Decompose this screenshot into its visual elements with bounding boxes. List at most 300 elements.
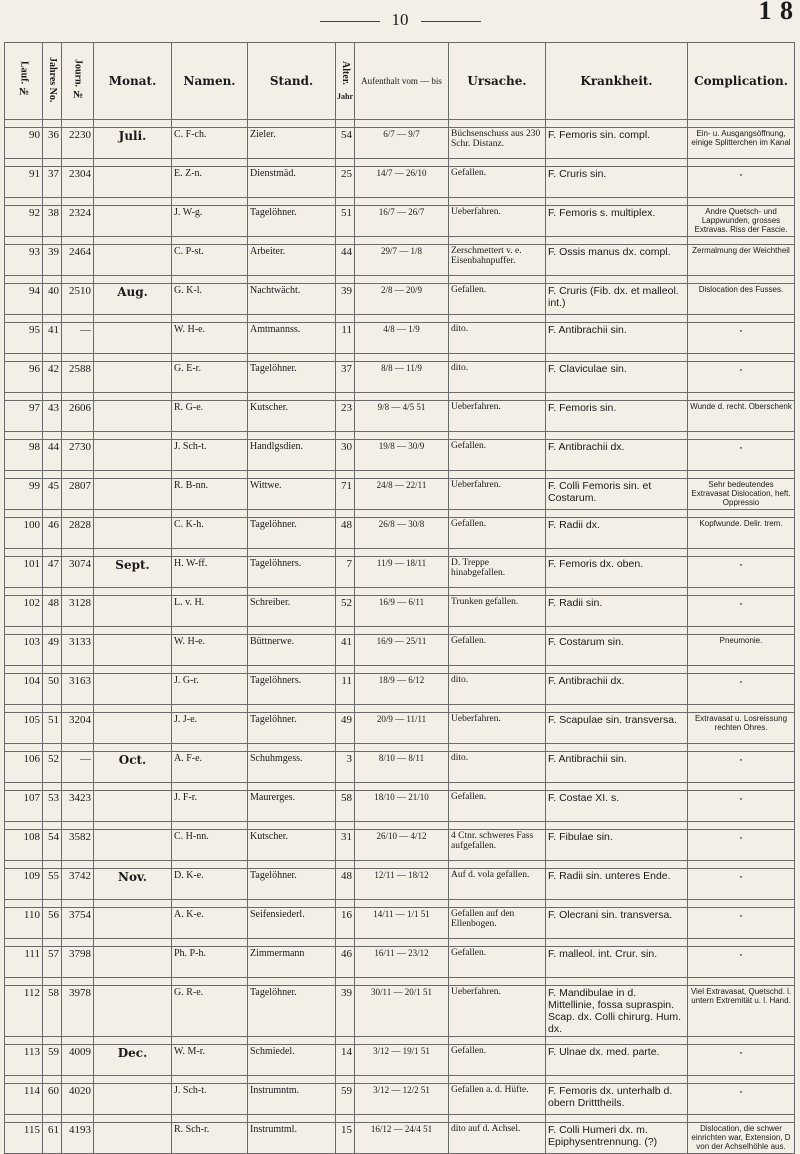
diagnosis-cell: F. Colli Humeri dx. m. Epiphysentrennung. (?): [546, 1123, 688, 1154]
age-cell: 59: [336, 1084, 355, 1115]
lauf-number-cell: 111: [5, 947, 43, 978]
table-row: [5, 440, 795, 471]
table-row: [5, 1123, 795, 1154]
cause-cell: Gefallen auf den Ellenbogen.: [449, 908, 546, 939]
lauf-number-cell: 104: [5, 674, 43, 705]
journ-number-cell: 3128: [62, 596, 94, 627]
row-gap: [5, 471, 795, 479]
jahres-number-cell: 54: [43, 830, 62, 861]
table-row: [5, 830, 795, 861]
cause-cell: Gefallen.: [449, 167, 546, 198]
journ-number-cell: 3582: [62, 830, 94, 861]
stay-dates-cell: 20/9 — 11/11: [355, 713, 449, 744]
complication-cell: Extravasat u. Losreissung rechten Ohres.: [688, 713, 795, 744]
stay-dates-cell: 19/8 — 30/9: [355, 440, 449, 471]
complication-cell: „: [688, 947, 795, 978]
jahres-number-cell: 55: [43, 869, 62, 900]
diagnosis-cell: F. Radii sin. unteres Ende.: [546, 869, 688, 900]
jahres-number-cell: 40: [43, 284, 62, 315]
jahres-number-cell: 45: [43, 479, 62, 510]
journ-number-cell: 3163: [62, 674, 94, 705]
jahres-number-cell: 56: [43, 908, 62, 939]
lauf-number-cell: 91: [5, 167, 43, 198]
journ-number-cell: 3074: [62, 557, 94, 588]
table-row: [5, 635, 795, 666]
month-cell: [94, 440, 172, 471]
stay-dates-cell: 18/10 — 21/10: [355, 791, 449, 822]
complication-cell: Ein- u. Ausgangsöffnung, einige Splitterchen im Kanal: [688, 128, 795, 159]
lauf-number-cell: 96: [5, 362, 43, 393]
complication-cell: „: [688, 791, 795, 822]
stay-dates-cell: 2/8 — 20/9: [355, 284, 449, 315]
lauf-number-cell: 109: [5, 869, 43, 900]
row-gap: [5, 861, 795, 869]
patient-name-cell: L. v. H.: [172, 596, 248, 627]
patient-name-cell: H. W-ff.: [172, 557, 248, 588]
cause-cell: Ueberfahren.: [449, 206, 546, 237]
occupation-cell: Schuhmgess.: [248, 752, 336, 783]
complication-cell: „: [688, 908, 795, 939]
month-cell: Aug.: [94, 284, 172, 315]
complication-cell: „: [688, 869, 795, 900]
diagnosis-cell: F. Femoris s. multiplex.: [546, 206, 688, 237]
table-row: [5, 479, 795, 510]
stay-dates-cell: 16/12 — 24/4 51: [355, 1123, 449, 1154]
table-row: [5, 206, 795, 237]
diagnosis-cell: F. Colli Femoris sin. et Costarum.: [546, 479, 688, 510]
diagnosis-cell: F. malleol. int. Crur. sin.: [546, 947, 688, 978]
jahres-number-cell: 51: [43, 713, 62, 744]
patient-name-cell: J. Sch-t.: [172, 440, 248, 471]
header-jahres: Jahres No.: [43, 43, 62, 120]
occupation-cell: Zieler.: [248, 128, 336, 159]
complication-cell: Andre Quetsch- und Lappwunden, grosses Extravas. Riss der Fascie.: [688, 206, 795, 237]
month-cell: Dec.: [94, 1045, 172, 1076]
age-cell: 11: [336, 323, 355, 354]
diagnosis-cell: F. Scapulae sin. transversa.: [546, 713, 688, 744]
occupation-cell: Arbeiter.: [248, 245, 336, 276]
journ-number-cell: 3754: [62, 908, 94, 939]
jahres-number-cell: 39: [43, 245, 62, 276]
journ-number-cell: 2807: [62, 479, 94, 510]
diagnosis-cell: F. Costae XI. s.: [546, 791, 688, 822]
cause-cell: Ueberfahren.: [449, 479, 546, 510]
journ-number-cell: 3742: [62, 869, 94, 900]
table-row: [5, 245, 795, 276]
patient-name-cell: C. P-st.: [172, 245, 248, 276]
jahres-number-cell: 49: [43, 635, 62, 666]
cause-cell: Ueberfahren.: [449, 401, 546, 432]
lauf-number-cell: 110: [5, 908, 43, 939]
row-gap: [5, 120, 795, 128]
jahres-number-cell: 53: [43, 791, 62, 822]
month-cell: [94, 245, 172, 276]
table-row: [5, 674, 795, 705]
cause-cell: Gefallen.: [449, 284, 546, 315]
occupation-cell: Zimmermann: [248, 947, 336, 978]
month-cell: [94, 206, 172, 237]
table-row: [5, 362, 795, 393]
lauf-number-cell: 95: [5, 323, 43, 354]
occupation-cell: Schreiber.: [248, 596, 336, 627]
lauf-number-cell: 99: [5, 479, 43, 510]
table-row: [5, 167, 795, 198]
row-gap: [5, 822, 795, 830]
stay-dates-cell: 8/10 — 8/11: [355, 752, 449, 783]
table-row: [5, 947, 795, 978]
diagnosis-cell: F. Ossis manus dx. compl.: [546, 245, 688, 276]
age-cell: 46: [336, 947, 355, 978]
month-cell: [94, 1123, 172, 1154]
jahres-number-cell: 58: [43, 986, 62, 1037]
cause-cell: Büchsenschuss aus 230 Schr. Distanz.: [449, 128, 546, 159]
diagnosis-cell: F. Olecrani sin. transversa.: [546, 908, 688, 939]
journ-number-cell: 3423: [62, 791, 94, 822]
occupation-cell: Kutscher.: [248, 830, 336, 861]
cause-cell: Gefallen.: [449, 1045, 546, 1076]
stay-dates-cell: 11/9 — 18/11: [355, 557, 449, 588]
header-alter-unit: Jahr: [337, 91, 353, 101]
cause-cell: Gefallen.: [449, 440, 546, 471]
table-row: [5, 908, 795, 939]
jahres-number-cell: 48: [43, 596, 62, 627]
lauf-number-cell: 103: [5, 635, 43, 666]
stay-dates-cell: 18/9 — 6/12: [355, 674, 449, 705]
patient-name-cell: R. G-e.: [172, 401, 248, 432]
month-cell: [94, 323, 172, 354]
age-cell: 25: [336, 167, 355, 198]
cause-cell: Gefallen.: [449, 791, 546, 822]
jahres-number-cell: 42: [43, 362, 62, 393]
occupation-cell: Dienstmäd.: [248, 167, 336, 198]
patient-name-cell: C. H-nn.: [172, 830, 248, 861]
age-cell: 58: [336, 791, 355, 822]
journ-number-cell: 3798: [62, 947, 94, 978]
jahres-number-cell: 60: [43, 1084, 62, 1115]
header-krankheit: Krankheit.: [546, 43, 688, 120]
jahres-number-cell: 57: [43, 947, 62, 978]
age-cell: 41: [336, 635, 355, 666]
month-cell: [94, 713, 172, 744]
cause-cell: Gefallen.: [449, 518, 546, 549]
diagnosis-cell: F. Femoris sin. compl.: [546, 128, 688, 159]
patient-name-cell: J. Sch-t.: [172, 1084, 248, 1115]
diagnosis-cell: F. Costarum sin.: [546, 635, 688, 666]
age-cell: 30: [336, 440, 355, 471]
cause-cell: Ueberfahren.: [449, 986, 546, 1037]
table-row: [5, 557, 795, 588]
journ-number-cell: 2304: [62, 167, 94, 198]
complication-cell: Pneumonie.: [688, 635, 795, 666]
diagnosis-cell: F. Mandibulae in d. Mittellinie, fossa supraspin. Scap. dx. Colli chirurg. Hum. dx.: [546, 986, 688, 1037]
cause-cell: Gefallen a. d. Hüfte.: [449, 1084, 546, 1115]
complication-cell: Kopfwunde. Delir. trem.: [688, 518, 795, 549]
stay-dates-cell: 4/8 — 1/9: [355, 323, 449, 354]
age-cell: 49: [336, 713, 355, 744]
complication-cell: „: [688, 752, 795, 783]
complication-cell: Dislocation des Fusses.: [688, 284, 795, 315]
occupation-cell: Tagelöhner.: [248, 206, 336, 237]
month-cell: [94, 830, 172, 861]
jahres-number-cell: 44: [43, 440, 62, 471]
lauf-number-cell: 102: [5, 596, 43, 627]
journ-number-cell: 3978: [62, 986, 94, 1037]
diagnosis-cell: F. Antibrachii sin.: [546, 323, 688, 354]
row-gap: [5, 432, 795, 440]
journ-number-cell: —: [62, 323, 94, 354]
month-cell: [94, 401, 172, 432]
occupation-cell: Tagelöhners.: [248, 557, 336, 588]
header-namen: Namen.: [172, 43, 248, 120]
age-cell: 44: [336, 245, 355, 276]
complication-cell: „: [688, 830, 795, 861]
age-cell: 3: [336, 752, 355, 783]
row-gap: [5, 978, 795, 986]
row-gap: [5, 1037, 795, 1045]
row-gap: [5, 588, 795, 596]
age-cell: 23: [336, 401, 355, 432]
complication-cell: Wunde d. recht. Oberschenk: [688, 401, 795, 432]
cause-cell: Ueberfahren.: [449, 713, 546, 744]
age-cell: 7: [336, 557, 355, 588]
lauf-number-cell: 105: [5, 713, 43, 744]
cause-cell: dito.: [449, 752, 546, 783]
diagnosis-cell: F. Antibrachii sin.: [546, 752, 688, 783]
month-cell: Oct.: [94, 752, 172, 783]
stay-dates-cell: 26/8 — 30/8: [355, 518, 449, 549]
cause-cell: D. Treppe hinabgefallen.: [449, 557, 546, 588]
diagnosis-cell: F. Radii dx.: [546, 518, 688, 549]
lauf-number-cell: 115: [5, 1123, 43, 1154]
month-cell: [94, 167, 172, 198]
patient-name-cell: Ph. P-h.: [172, 947, 248, 978]
jahres-number-cell: 46: [43, 518, 62, 549]
occupation-cell: Tagelöhner.: [248, 869, 336, 900]
header-complication: Complication.: [688, 43, 795, 120]
stay-dates-cell: 3/12 — 12/2 51: [355, 1084, 449, 1115]
jahres-number-cell: 43: [43, 401, 62, 432]
complication-cell: „: [688, 596, 795, 627]
stay-dates-cell: 16/9 — 25/11: [355, 635, 449, 666]
row-gap: [5, 237, 795, 245]
complication-cell: „: [688, 557, 795, 588]
table-row: [5, 869, 795, 900]
row-gap: [5, 900, 795, 908]
jahres-number-cell: 41: [43, 323, 62, 354]
age-cell: 11: [336, 674, 355, 705]
month-cell: Nov.: [94, 869, 172, 900]
patient-name-cell: J. F-r.: [172, 791, 248, 822]
month-cell: [94, 479, 172, 510]
month-cell: [94, 635, 172, 666]
age-cell: 15: [336, 1123, 355, 1154]
occupation-cell: Schmiedel.: [248, 1045, 336, 1076]
occupation-cell: Tagelöhner.: [248, 362, 336, 393]
age-cell: 37: [336, 362, 355, 393]
page-number: 10: [0, 10, 800, 30]
month-cell: [94, 1084, 172, 1115]
case-table: [4, 42, 795, 1154]
journ-number-cell: —: [62, 752, 94, 783]
row-gap: [5, 549, 795, 557]
journ-number-cell: 2588: [62, 362, 94, 393]
row-gap: [5, 705, 795, 713]
lauf-number-cell: 112: [5, 986, 43, 1037]
header-alter: Alter. Jahr: [336, 43, 355, 120]
lauf-number-cell: 90: [5, 128, 43, 159]
row-gap: [5, 939, 795, 947]
stay-dates-cell: 26/10 — 4/12: [355, 830, 449, 861]
table-row: [5, 401, 795, 432]
occupation-cell: Instrumtml.: [248, 1123, 336, 1154]
row-gap: [5, 1115, 795, 1123]
lauf-number-cell: 97: [5, 401, 43, 432]
row-gap: [5, 159, 795, 167]
occupation-cell: Tagelöhners.: [248, 674, 336, 705]
patient-name-cell: W. H-e.: [172, 635, 248, 666]
age-cell: 51: [336, 206, 355, 237]
table-row: [5, 128, 795, 159]
age-cell: 52: [336, 596, 355, 627]
journ-number-cell: 4193: [62, 1123, 94, 1154]
table-row: [5, 518, 795, 549]
lauf-number-cell: 100: [5, 518, 43, 549]
lauf-number-cell: 93: [5, 245, 43, 276]
journ-number-cell: 2324: [62, 206, 94, 237]
age-cell: 48: [336, 518, 355, 549]
jahres-number-cell: 38: [43, 206, 62, 237]
complication-cell: „: [688, 440, 795, 471]
jahres-number-cell: 52: [43, 752, 62, 783]
row-gap: [5, 198, 795, 206]
occupation-cell: Instrumntm.: [248, 1084, 336, 1115]
cause-cell: Gefallen.: [449, 947, 546, 978]
journ-number-cell: 2730: [62, 440, 94, 471]
complication-cell: „: [688, 167, 795, 198]
age-cell: 16: [336, 908, 355, 939]
occupation-cell: Handlgsdien.: [248, 440, 336, 471]
occupation-cell: Wittwe.: [248, 479, 336, 510]
cause-cell: 4 Ctnr. schweres Fass aufgefallen.: [449, 830, 546, 861]
diagnosis-cell: F. Radii sin.: [546, 596, 688, 627]
diagnosis-cell: F. Ulnae dx. med. parte.: [546, 1045, 688, 1076]
jahres-number-cell: 37: [43, 167, 62, 198]
month-cell: [94, 947, 172, 978]
stay-dates-cell: 16/11 — 23/12: [355, 947, 449, 978]
patient-name-cell: R. B-nn.: [172, 479, 248, 510]
jahres-number-cell: 61: [43, 1123, 62, 1154]
age-cell: 54: [336, 128, 355, 159]
lauf-number-cell: 101: [5, 557, 43, 588]
cause-cell: Trunken gefallen.: [449, 596, 546, 627]
row-gap: [5, 783, 795, 791]
header-lauf: Lauf. №: [5, 43, 43, 120]
table-row: [5, 713, 795, 744]
journ-number-cell: 2606: [62, 401, 94, 432]
cause-cell: dito.: [449, 674, 546, 705]
diagnosis-cell: F. Claviculae sin.: [546, 362, 688, 393]
row-gap: [5, 666, 795, 674]
lauf-number-cell: 94: [5, 284, 43, 315]
month-cell: [94, 986, 172, 1037]
complication-cell: „: [688, 362, 795, 393]
age-cell: 39: [336, 986, 355, 1037]
patient-name-cell: D. K-e.: [172, 869, 248, 900]
patient-name-cell: J. G-r.: [172, 674, 248, 705]
row-gap: [5, 393, 795, 401]
occupation-cell: Amtmannss.: [248, 323, 336, 354]
patient-name-cell: C. F-ch.: [172, 128, 248, 159]
header-stand: Stand.: [248, 43, 336, 120]
complication-cell: „: [688, 323, 795, 354]
stay-dates-cell: 9/8 — 4/5 51: [355, 401, 449, 432]
patient-name-cell: R. Sch-r.: [172, 1123, 248, 1154]
cause-cell: Gefallen.: [449, 635, 546, 666]
occupation-cell: Büttnerwe.: [248, 635, 336, 666]
complication-cell: „: [688, 674, 795, 705]
header-ursache: Ursache.: [449, 43, 546, 120]
stay-dates-cell: 14/11 — 1/1 51: [355, 908, 449, 939]
jahres-number-cell: 59: [43, 1045, 62, 1076]
row-gap: [5, 744, 795, 752]
lauf-number-cell: 92: [5, 206, 43, 237]
age-cell: 31: [336, 830, 355, 861]
journ-number-cell: 3204: [62, 713, 94, 744]
month-cell: Juli.: [94, 128, 172, 159]
month-cell: [94, 362, 172, 393]
journ-number-cell: 3133: [62, 635, 94, 666]
complication-cell: Dislocation, die schwer einrichten war, Extension, D von der Achselhöhle aus.: [688, 1123, 795, 1154]
patient-name-cell: A. K-e.: [172, 908, 248, 939]
row-gap: [5, 510, 795, 518]
stay-dates-cell: 29/7 — 1/8: [355, 245, 449, 276]
journ-number-cell: 2464: [62, 245, 94, 276]
occupation-cell: Maurerges.: [248, 791, 336, 822]
occupation-cell: Tagelöhner.: [248, 713, 336, 744]
lauf-number-cell: 113: [5, 1045, 43, 1076]
month-cell: [94, 518, 172, 549]
age-cell: 14: [336, 1045, 355, 1076]
header-aufenthalt: Aufenthalt vom — bis: [355, 43, 449, 120]
lauf-number-cell: 98: [5, 440, 43, 471]
complication-cell: Sehr bedeutendes Extravasat Dislocation, heft. Oppressio: [688, 479, 795, 510]
row-gap: [5, 354, 795, 362]
row-gap: [5, 627, 795, 635]
corner-mark: 1 8: [758, 0, 794, 25]
month-cell: [94, 674, 172, 705]
diagnosis-cell: F. Femoris dx. oben.: [546, 557, 688, 588]
patient-name-cell: J. W-g.: [172, 206, 248, 237]
month-cell: Sept.: [94, 557, 172, 588]
row-gap: [5, 315, 795, 323]
patient-name-cell: G. E-r.: [172, 362, 248, 393]
header-monat: Monat.: [94, 43, 172, 120]
cause-cell: Zerschmettert v. e. Eisenbahnpuffer.: [449, 245, 546, 276]
cause-cell: dito.: [449, 323, 546, 354]
patient-name-cell: W. M-r.: [172, 1045, 248, 1076]
journ-number-cell: 4009: [62, 1045, 94, 1076]
stay-dates-cell: 16/9 — 6/11: [355, 596, 449, 627]
stay-dates-cell: 3/12 — 19/1 51: [355, 1045, 449, 1076]
cause-cell: Auf d. vola gefallen.: [449, 869, 546, 900]
month-cell: [94, 791, 172, 822]
age-cell: 48: [336, 869, 355, 900]
diagnosis-cell: F. Cruris sin.: [546, 167, 688, 198]
jahres-number-cell: 47: [43, 557, 62, 588]
table-row: [5, 791, 795, 822]
diagnosis-cell: F. Femoris dx. unterhalb d. obern Dritttheils.: [546, 1084, 688, 1115]
table-row: [5, 1045, 795, 1076]
